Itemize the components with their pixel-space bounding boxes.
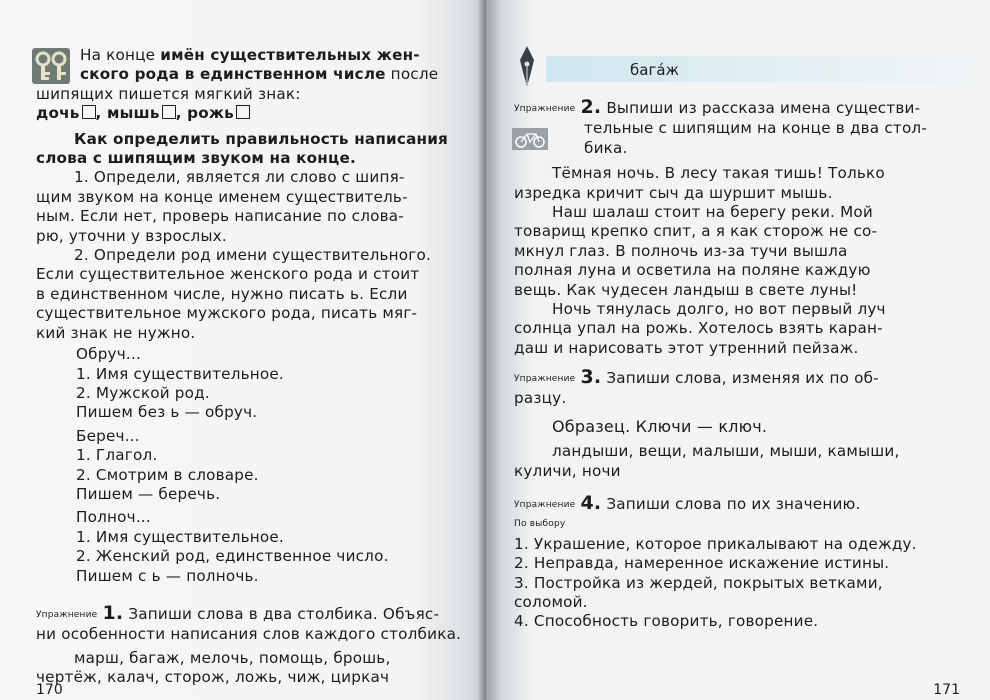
example-step: 2. Женский род, единственное число. (76, 547, 389, 566)
exercise-words: ландыши, вещи, малыши, мыши, камыши, (552, 442, 900, 461)
example-step: 2. Смотрим в словаре. (76, 465, 259, 484)
story-text: вещь. Как чудесен ландыш в свете луны! (514, 280, 858, 299)
step-text: в единственном числе, нужно писать ь. Если (36, 284, 408, 303)
rule-text-bold: ского рода в единственном числе (80, 65, 386, 84)
exercise-number: 4. (580, 492, 602, 514)
example-result: Пишем без ь — обруч. (76, 403, 258, 422)
exercise-task: ни особенности написания слов каждого столбика. (36, 625, 462, 644)
rule-text: после (385, 65, 439, 84)
exercise-task: разцу. (514, 389, 567, 408)
step-text: кий знак не нужно. (36, 323, 196, 342)
exercise-label: Упражнение (514, 500, 576, 510)
exercise-label: Упражнение (514, 374, 576, 384)
story-text: даш и нарисовать этот утренний пейзаж. (514, 338, 859, 357)
story-text: товарищ крепко спит, а я как сторож не со- (514, 222, 878, 241)
checkbox-square-icon (162, 105, 176, 119)
exercise-task: бика. (584, 138, 628, 157)
rule-block (36, 46, 472, 124)
page-number-right: 171 (933, 682, 960, 698)
exercise-label: Упражнение (36, 609, 98, 620)
algorithm-block (36, 130, 472, 343)
example-obruch (36, 345, 472, 423)
exercise-number: 3. (580, 366, 602, 388)
sample-text: Образец. Ключи — ключ. (552, 416, 768, 436)
story-text: Тёмная ночь. В лесу такая тишь! Только (552, 164, 885, 183)
bicycle-icon (512, 128, 548, 150)
story-text: изредка кричит сыч да шуршит мышь. (514, 183, 833, 202)
exercise-words: марш, багаж, мелочь, помощь, брошь, (74, 648, 391, 667)
story-text: полная луна и осветила на поляне каждую (514, 261, 871, 280)
vocabulary-bar (546, 56, 976, 82)
exercise-number: 2. (580, 96, 602, 118)
exercise-task: Выпиши из рассказа имена существи- (606, 99, 921, 117)
step-text: 1. Определи, является ли слово с шипя- (74, 168, 405, 187)
example-result: Пишем с ь — полночь. (76, 566, 259, 585)
example-step: 1. Имя существительное. (76, 364, 284, 383)
left-page (0, 0, 486, 700)
exercise-task: Запиши слова в два столбика. Объяс- (128, 604, 440, 623)
exercise-task: тельные с шипящим на конце в два стол- (584, 119, 928, 138)
definition-item: соломой. (514, 593, 588, 612)
exercise-number: 1. (102, 601, 124, 624)
step-text: ным. Если нет, проверь написание по слова- (36, 207, 404, 226)
definition-item: 2. Неправда, намеренное искажение истины. (514, 554, 890, 573)
step-text: щим звуком на конце именем существитель- (36, 187, 408, 206)
example-word: Обруч... (76, 345, 142, 364)
exercise-2 (514, 98, 964, 358)
step-text: рю, уточни у взрослых. (36, 226, 227, 245)
choice-label: По выбору (514, 519, 566, 530)
step-text: Если существительное женского рода и стоит (36, 265, 420, 284)
definition-item: 3. Постройка из жердей, покрытых ветками, (514, 573, 883, 592)
step-text: существительное мужского рода, писать мяг- (36, 304, 418, 323)
definition-item: 1. Украшение, которое прикалывают на одежду. (514, 534, 917, 553)
step-text: 2. Определи род имени существительного. (74, 246, 431, 265)
example-step: 1. Глагол. (76, 446, 158, 465)
key-icon (32, 48, 70, 84)
example-berech (36, 427, 472, 505)
rule-example: мышь (107, 104, 160, 123)
exercise-3 (514, 368, 964, 481)
checkbox-square-icon (82, 105, 96, 119)
example-step: 1. Имя существительное. (76, 527, 284, 546)
rule-example: рожь (187, 104, 234, 123)
story-text: мкнул глаз. В полночь из-за тучи вышла (514, 241, 848, 260)
story-text: солнца упал на рожь. Хотелось взять каран- (514, 319, 883, 338)
rule-example: дочь (36, 104, 80, 123)
exercise-1 (36, 601, 472, 688)
right-page (486, 0, 990, 700)
rule-text: шипящих пишется мягкий знак: (36, 84, 301, 103)
example-word: Береч... (76, 426, 140, 445)
example-word: Полноч... (76, 508, 151, 527)
exercise-words: чертёж, калач, сторож, ложь, чиж, циркач (36, 668, 390, 687)
rule-text: На конце (80, 46, 161, 64)
exercise-task: Запиши слова по их значению. (606, 495, 861, 513)
example-step: 2. Мужской род. (76, 383, 210, 402)
rule-text-bold: имён существительных жен- (160, 46, 420, 64)
example-result: Пишем — беречь. (76, 484, 221, 503)
algorithm-heading: Как определить правильность написания (74, 129, 449, 148)
rule-examples: дочь , мышь , рожь (36, 104, 472, 123)
exercise-label: Упражнение (514, 104, 576, 114)
exercise-4 (514, 494, 964, 632)
definition-item: 4. Способность говорить, говорение. (514, 612, 819, 631)
page-number-left: 170 (36, 682, 63, 698)
story-text: Ночь тянулась долго, но вот первый луч (552, 300, 886, 319)
exercise-task: Запиши слова, изменяя их по об- (606, 369, 879, 387)
checkbox-square-icon (236, 105, 250, 119)
algorithm-heading: слова с шипящим звуком на конце. (36, 149, 356, 168)
example-polnoch (36, 508, 472, 586)
pen-nib-icon (516, 46, 538, 86)
exercise-words: куличи, ночи (514, 461, 621, 480)
story-text: Наш шалаш стоит на берегу реки. Мой (552, 203, 873, 222)
vocabulary-word: бага́ж (630, 61, 680, 79)
